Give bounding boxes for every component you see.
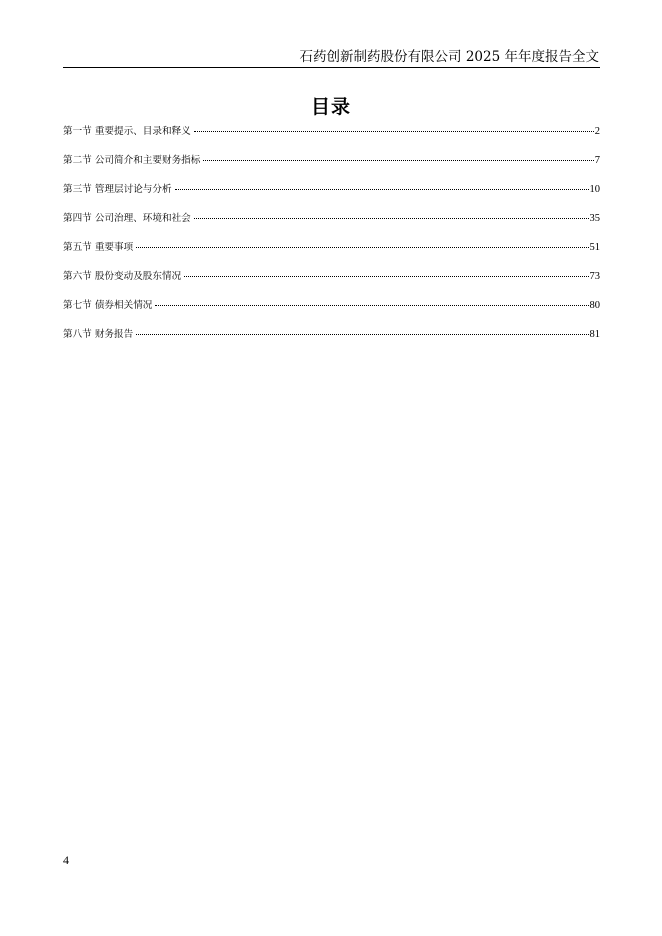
toc-dot-leader [194, 119, 594, 132]
page-number: 4 [63, 853, 69, 867]
toc-entry-page: 80 [589, 300, 600, 311]
toc-entry-page: 51 [589, 242, 600, 253]
toc-entry-label: 第三节 管理层讨论与分析 [63, 184, 172, 195]
header-rule [63, 67, 600, 68]
running-header-title: 石药创新制药股份有限公司 2025 年年度报告全文 [299, 49, 599, 65]
toc-entry-page: 7 [594, 155, 600, 166]
toc-entry-label: 第八节 财务报告 [63, 329, 134, 340]
toc-dot-leader [175, 177, 589, 190]
toc-heading: 目录 [310, 96, 351, 118]
toc-entry[interactable] [63, 150, 600, 179]
toc-dot-leader [203, 148, 593, 161]
toc-dot-leader [194, 206, 589, 219]
toc-entry-page: 81 [589, 329, 600, 340]
toc-entry-label: 第七节 债券相关情况 [63, 300, 153, 311]
toc-entry-label: 第二节 公司简介和主要财务指标 [63, 155, 201, 166]
toc-dot-leader [184, 264, 588, 277]
toc-entry[interactable] [63, 266, 600, 295]
toc-entry-page: 10 [589, 184, 600, 195]
toc-dot-leader [136, 322, 588, 335]
toc-entry-page: 35 [589, 213, 600, 224]
toc-entry[interactable] [63, 324, 600, 353]
toc-entry[interactable] [63, 208, 600, 237]
toc-entry[interactable] [63, 237, 600, 266]
toc-entry[interactable] [63, 121, 600, 150]
toc-entry[interactable] [63, 295, 600, 324]
toc-entry-page: 2 [594, 126, 600, 137]
toc-entry-page: 73 [589, 271, 600, 282]
toc-entry-label: 第四节 公司治理、环境和社会 [63, 213, 191, 224]
table-of-contents [63, 121, 600, 353]
toc-dot-leader [155, 293, 588, 306]
toc-entry-label: 第一节 重要提示、目录和释义 [63, 126, 191, 137]
toc-entry-label: 第五节 重要事项 [63, 242, 134, 253]
toc-dot-leader [136, 235, 588, 248]
toc-entry[interactable] [63, 179, 600, 208]
toc-entry-label: 第六节 股份变动及股东情况 [63, 271, 182, 282]
